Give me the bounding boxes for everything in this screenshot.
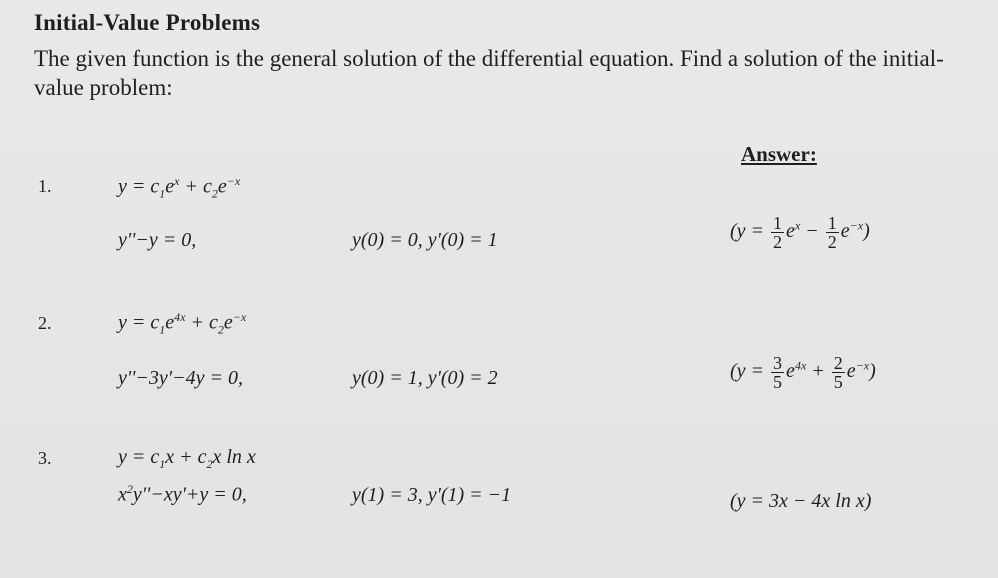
problem-1-conditions: y(0) = 0, y'(0) = 1 [352,229,498,251]
problem-2-number: 2. [38,313,52,333]
problem-1-equation: y''−y = 0, [118,229,197,251]
problem-3-equation: $x^2y''-xy'+y = 0$, [118,482,247,506]
problem-3-answer: (y = 3x − 4x ln x) [730,490,872,512]
section-heading: Initial-Value Problems [34,10,261,35]
problem-3-number: 3. [38,448,52,468]
problem-1-general-solution: $y = c_1e^x + c_2e^{-x}$ [118,174,241,201]
answer-column-header: Answer: [741,142,817,166]
problem-3-general-solution: $y = c_1x + c_2x$ ln x [118,446,256,471]
problem-1-number: 1. [38,176,52,196]
problem-2-equation: y''−3y'−4y = 0, [118,367,243,389]
problem-2-answer: (y = $\frac{3}{5}$ $e^{4x}$ + $\frac{2}{5}$ $e^{-x}$) [730,353,876,392]
problem-2-general-solution: $y = c_1e^{4x} + c_2e^{-x}$ [118,310,247,337]
instructions-text: The given function is the general solution of the differential equation. Find a solution of the initial-value problem: [34,46,944,100]
problem-1-answer: (y = $\frac{1}{2}$ $e^x$ − $\frac{1}{2}$ $e^{-x}$) [730,213,870,252]
problem-2-conditions: y(0) = 1, y'(0) = 2 [352,367,498,389]
problem-3-conditions: y(1) = 3, y'(1) = −1 [352,484,512,506]
